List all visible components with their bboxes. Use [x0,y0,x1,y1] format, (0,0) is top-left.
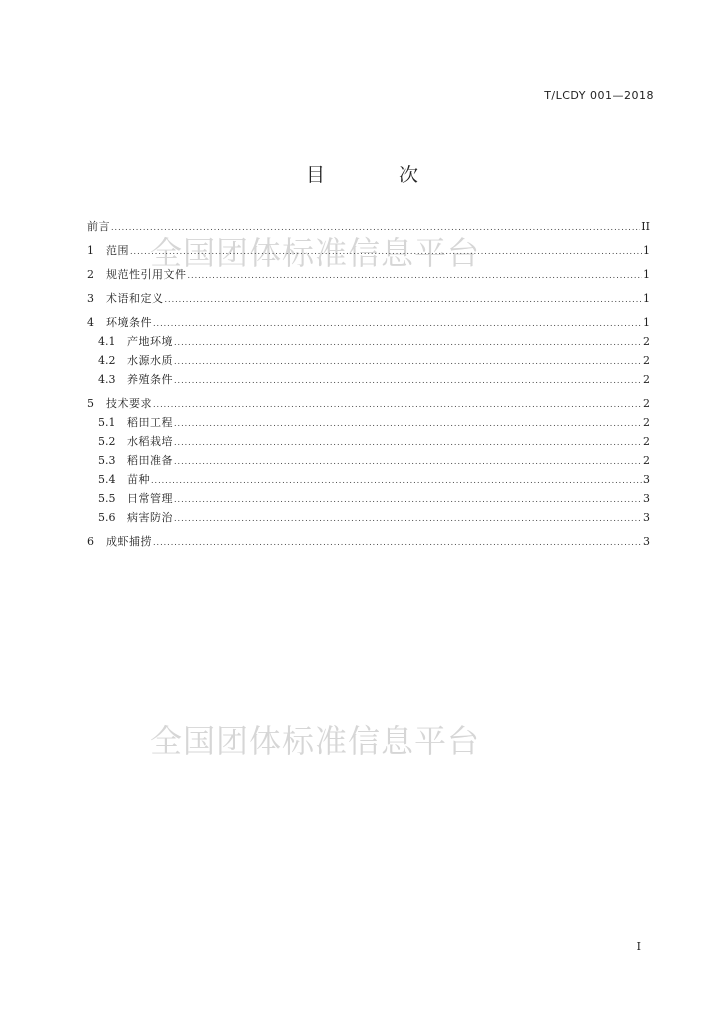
toc-entry-label: 范围 [106,244,129,257]
toc-entry-label: 前言 [87,220,110,233]
toc-entry-number: 5.2 [98,435,116,448]
toc-entry-number: 4.1 [98,335,116,348]
toc-entry-label: 水源水质 [127,354,173,367]
toc-entry-page: 2 [643,373,650,386]
toc-leader-dots [174,334,642,352]
toc-entry-page: 3 [643,492,650,505]
toc-entry-page: 2 [643,454,650,467]
toc-entry-number: 4.2 [98,354,116,367]
toc-entry-label: 水稻栽培 [127,435,173,448]
toc-entry-label: 产地环境 [127,335,173,348]
toc-entry-page: 1 [643,316,650,329]
toc-entry-number: 5.5 [98,492,116,505]
toc-entry[interactable] [87,452,650,471]
toc-entry-number: 5.4 [98,473,116,486]
toc-entry-label: 技术要求 [106,397,152,410]
toc-entry-number: 5.6 [98,511,116,524]
watermark-text: 全国团体标准信息平台 [150,722,481,760]
toc-entry-page: 1 [643,244,650,257]
toc-entry-number: 1 [87,244,94,257]
page-number: I [636,940,641,953]
toc-leader-dots [174,372,642,390]
toc-leader-dots [130,243,642,261]
toc-entry-number: 6 [87,535,94,548]
toc-leader-dots [174,415,642,433]
toc-leader-dots [174,491,642,509]
toc-entry-number: 5.3 [98,454,116,467]
toc-leader-dots [174,353,642,371]
toc-entry[interactable] [87,290,650,309]
toc-leader-dots [151,472,642,490]
toc-entry-label: 苗种 [127,473,150,486]
toc-leader-dots [153,396,642,414]
toc-entry-label: 养殖条件 [127,373,173,386]
toc-entry[interactable] [87,471,650,490]
toc-entry-number: 4 [87,316,94,329]
toc-leader-dots [111,219,640,237]
toc-leader-dots [153,315,642,333]
toc-entry-number: 5.1 [98,416,116,429]
toc-entry[interactable] [87,433,650,452]
toc-entry[interactable] [87,509,650,528]
toc-leader-dots [165,291,643,309]
toc-entry-page: 3 [643,535,650,548]
toc-entry-page: 1 [643,268,650,281]
toc-entry[interactable] [87,371,650,390]
toc-entry-page: 2 [643,354,650,367]
standard-code: T/LCDY 001—2018 [544,89,654,102]
table-of-contents [87,218,650,552]
toc-entry[interactable] [87,414,650,433]
toc-entry-page: 1 [643,292,650,305]
toc-entry-page: 2 [643,397,650,410]
toc-entry-number: 4.3 [98,373,116,386]
toc-entry-page: 3 [643,511,650,524]
toc-leader-dots [174,510,642,528]
toc-entry[interactable] [87,490,650,509]
toc-entry[interactable] [87,314,650,333]
toc-leader-dots [174,434,642,452]
toc-title: 目 次 [305,164,453,186]
toc-entry-label: 稻田准备 [127,454,173,467]
toc-entry[interactable] [87,533,650,552]
toc-entry-number: 5 [87,397,94,410]
toc-entry-number: 3 [87,292,94,305]
toc-entry-label: 环境条件 [106,316,152,329]
toc-entry-label: 成虾捕捞 [106,535,152,548]
toc-leader-dots [174,453,642,471]
toc-entry-page: 2 [643,335,650,348]
toc-leader-dots [153,534,642,552]
toc-entry-page: II [641,220,650,233]
toc-entry-label: 规范性引用文件 [106,268,187,281]
toc-entry-label: 病害防治 [127,511,173,524]
watermark-text: 全国团体标准信息平台 [150,234,481,272]
toc-entry[interactable] [87,395,650,414]
toc-entry-label: 稻田工程 [127,416,173,429]
toc-entry-label: 日常管理 [127,492,173,505]
toc-entry-page: 2 [643,435,650,448]
toc-entry[interactable] [87,218,650,237]
toc-entry[interactable] [87,266,650,285]
toc-entry-number: 2 [87,268,94,281]
toc-leader-dots [188,267,643,285]
toc-entry-label: 术语和定义 [106,292,164,305]
toc-entry[interactable] [87,352,650,371]
toc-entry-page: 3 [643,473,650,486]
toc-entry[interactable] [87,242,650,261]
toc-entry[interactable] [87,333,650,352]
toc-entry-page: 2 [643,416,650,429]
